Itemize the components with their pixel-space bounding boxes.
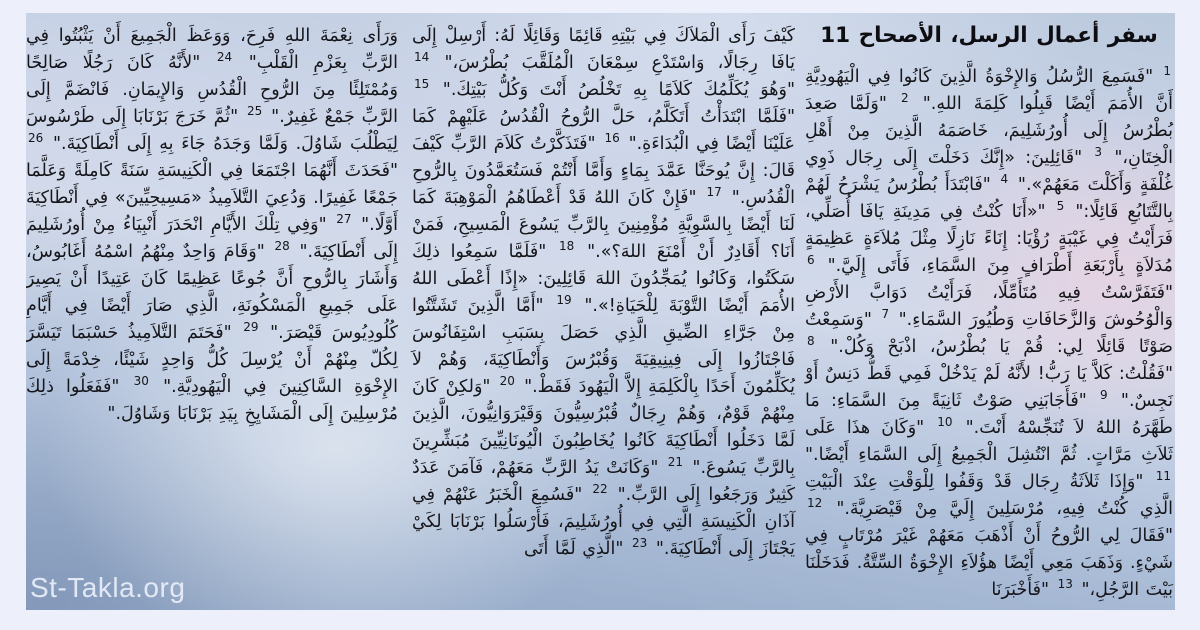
verse-text-right: $^1$ "فَسَمِعَ الرُّسُلُ وَالإِخْوَةُ الَّذِينَ كَانُوا فِي الْيَهُودِيَّةِ أَنَّ الأُمَمَ أَيْضًا قَبِلُوا كَلِمَةَ اللهِ." $^2$ "وَلَمَّا صَعِدَ بُطْرُسُ إِلَى أُورُشَلِيمَ، خَاصَمَهُ الَّذِينَ مِنْ أَهْلِ الْخِتَانِ،" $^3$ "قَائِلِينَ: «إِنَّكَ دَخَلْتَ إِلَى رِجَال ذَوِي غُلْفَةٍ وَأَكَلْتَ مَعَهُمْ»." $^4$ "فَابْتَدَأَ بُطْرُسُ يَشْرَحُ لَهُمْ بِالتَّتَابُعِ قَائِلًا:" $^5$ "«أَنَا كُنْتُ فِي مَدِينَةِ يَافَا أُصَلِّي، فَرَأَيْتُ فِي غَيْبَةٍ رُؤْيَا: إِنَاءً نَازِلًا مِثْلَ مُلاَءَةٍ عَظِيمَةٍ مُدَلاَةٍ بِأَرْبَعَةِ أَطْرَافٍ مِنَ السَّمَاءِ، فَأَتَى إِلَيَّ." $^6$ "فَتَفَرَّسْتُ فِيهِ مُتَأَمِّلًا، فَرَأَيْتُ دَوَابَّ الأَرْضِ وَالْوُحُوشَ وَالزَّحَافَاتِ وَطُيُورَ السَّمَاءِ." $^7$ "وَسَمِعْتُ صَوْتًا قَائِلًا لِي: قُمْ يَا بُطْرُسُ، اذْبَحْ وَكُلْ." $^8$ "فَقُلْتُ: كَلاَّ يَا رَبُّ! لأَنَّهُ لَمْ يَدْخُلْ فَمِي قَطُّ دَنِسٌ أَوْ نَجِسٌ." $^9$ "فَأَجَابَنِي صَوْتٌ ثَانِيَةً مِنَ السَّمَاءِ: مَا طَهَّرَهُ اللهُ لاَ تُنَجِّسْهُ أَنْتَ." $^{10}$ "وَكَانَ هذَا عَلَى ثَلاَثِ مَرَّاتٍ. ثُمَّ انْتُشِلَ الْجَمِيعُ إِلَى السَّمَاءِ أَيْضًا." $^{11}$ "وَإِذَا ثَلاَثَةُ رِجَال قَدْ وَقَفُوا لِلْوَقْتِ عِنْدَ الْبَيْتِ الَّذِي كُنْتُ فِيهِ، مُرْسَلِينَ إِلَيَّ مِنْ قَيْصَرِيَّةَ." $^{12}$ "فَقَالَ لِي الرُّوحُ أَنْ أَذْهَبَ مَعَهُمْ غَيْرَ مُرْتَابٍ فِي شَيْءٍ. وَذَهَبَ مَعِي أَيْضًا هؤُلاَءِ الإِخْوَةُ السِّتَّةُ. فَدَخَلْنَا بَيْتَ الرَّجُلِ،" $^{13}$ "فَأَخْبَرَنَا bbox=[805, 64, 1173, 600]
verse-number: 30 bbox=[133, 374, 149, 389]
verse-number: 1 bbox=[1163, 64, 1171, 79]
verse-number: 28 bbox=[274, 239, 290, 254]
verse-number: 21 bbox=[667, 455, 684, 470]
verse-number: 10 bbox=[937, 415, 953, 430]
verse-number: 18 bbox=[559, 239, 575, 254]
verse-number: 23 bbox=[631, 536, 648, 551]
verse-text-column-left: وَرَأَى نِعْمَةَ اللهِ فَرِحَ، وَوَعَظَ الْجَمِيعَ أَنْ يَثْبُتُوا فِي الرَّبِّ بِعَزْمِ الْقَلْبِ" $^{24}$ "لأَنَّهُ كَانَ رَجُلًا صَالِحًا وَمُمْتَلِئًا مِنَ الرُّوحِ الْقُدُسِ وَالإِيمَانِ. فَانْضَمَّ إِلَى الرَّبِّ جَمْعٌ غَفِيرٌ." $^{25}$ "ثُمَّ خَرَجَ بَرْنَابَا إِلَى طَرْسُوسَ لِيَطْلُبَ شَاوُلَ. وَلَمَّا وَجَدَهُ جَاءَ بِهِ إِلَى أَنْطَاكِيَةَ." $^{26}$ "فَحَدَثَ أَنَّهُمَا اجْتَمَعَا فِي الْكَنِيسَةِ سَنَةً كَامِلَةً وَعَلَّمَا جَمْعًا غَفِيرًا. وَدُعِيَ التَّلاَمِيذُ «مَسِيحِيِّينَ» فِي أَنْطَاكِيَةَ أَوَّلًا." $^{27}$ "وَفِي تِلْكَ الأَيَّامِ انْحَدَرَ أَنْبِيَاءُ مِنْ أُورُشَلِيمَ إِلَى أَنْطَاكِيَةَ." $^{28}$ "وَقَامَ وَاحِدٌ مِنْهُمُ اسْمُهُ أَغَابُوسُ، وَأَشَارَ بِالرُّوحِ أَنَّ جُوعًا عَظِيمًا كَانَ عَتِيدًا أَنْ يَصِيرَ عَلَى جَمِيعِ الْمَسْكُونَةِ، الَّذِي صَارَ أَيْضًا فِي أَيَّامِ كُلُودِيُوسَ قَيْصَرَ." $^{29}$ "فَحَتَمَ التَّلاَمِيذُ حَسْبَمَا تَيَسَّرَ لِكُلّ مِنْهُمْ أَنْ يُرْسِلَ كُلُّ وَاحِدٍ شَيْئًا، خِدْمَةً إِلَى الإِخْوَةِ السَّاكِنِينَ فِي الْيَهُودِيَّةِ." $^{30}$ "فَفَعَلُوا ذلِكَ مُرْسِلِينَ إِلَى الْمَشَايِخِ بِيَدِ بَرْنَابَا وَشَاوُلَ." bbox=[26, 26, 398, 424]
verse-number: 13 bbox=[1057, 577, 1073, 592]
verse-number: 24 bbox=[216, 50, 233, 65]
verse-number: 9 bbox=[1100, 388, 1108, 403]
verse-number: 3 bbox=[1094, 145, 1103, 160]
chapter-title: سفر أعمال الرسل، الأصحاح 11 bbox=[820, 23, 1158, 48]
verse-number: 12 bbox=[807, 496, 823, 511]
verse-text-column-right bbox=[805, 19, 1173, 604]
verse-number: 17 bbox=[706, 185, 722, 200]
verse-number: 29 bbox=[243, 320, 259, 335]
verse-number: 25 bbox=[247, 104, 263, 119]
verse-number: 4 bbox=[1000, 172, 1009, 187]
verse-number: 11 bbox=[1155, 469, 1171, 484]
verse-number: 6 bbox=[807, 253, 815, 268]
verse-number: 2 bbox=[900, 91, 909, 106]
verse-number: 19 bbox=[556, 293, 572, 308]
verse-number: 14 bbox=[414, 50, 430, 65]
verse-number: 15 bbox=[414, 77, 430, 92]
verse-number: 8 bbox=[807, 334, 815, 349]
verse-number: 16 bbox=[604, 131, 620, 146]
verse-number: 20 bbox=[499, 374, 515, 389]
verse-text-column-middle: كَيْفَ رَأَى الْمَلاَكَ فِي بَيْتِهِ قَائِمًا وَقَائِلًا لَهُ: أَرْسِلْ إِلَى يَافَا رِجَالًا، وَاسْتَدْعِ سِمْعَانَ الْمُلَقَّبَ بُطْرُسَ،" $^{14}$ "وَهُوَ يُكَلِّمُكَ كَلاَمًا بِهِ تَخْلُصُ أَنْتَ وَكُلُّ بَيْتِكَ." $^{15}$ "فَلَمَّا ابْتَدَأْتُ أَتَكَلَّمُ، حَلَّ الرُّوحُ الْقُدُسُ عَلَيْهِمْ كَمَا عَلَيْنَا أَيْضًا فِي الْبُدَاءَةِ." $^{16}$ "فَتَذَكَّرْتُ كَلاَمَ الرَّبِّ كَيْفَ قَالَ: إِنَّ يُوحَنَّا عَمَّدَ بِمَاءٍ وَأَمَّا أَنْتُمْ فَسَتُعَمَّدُونَ بِالرُّوحِ الْقُدُسِ." $^{17}$ "فَإِنْ كَانَ اللهُ قَدْ أَعْطَاهُمُ الْمَوْهِبَةَ كَمَا لَنَا أَيْضًا بِالسَّوِيَّةِ مُؤْمِنِينَ بِالرَّبِّ يَسُوعَ الْمَسِيحِ، فَمَنْ أَنَا؟ أَقَادِرٌ أَنْ أَمْنَعَ اللهَ؟»." $^{18}$ "فَلَمَّا سَمِعُوا ذلِكَ سَكَتُوا، وَكَانُوا يُمَجِّدُونَ اللهَ قَائِلِينَ: «إِذًا أَعْطَى اللهُ الأُمَمَ أَيْضًا التَّوْبَةَ لِلْحَيَاةِ!»." $^{19}$ "أَمَّا الَّذِينَ تَشَتَّتُوا مِنْ جَرَّاءِ الضِّيقِ الَّذِي حَصَلَ بِسَبَبِ اسْتِفَانُوسَ فَاجْتَازُوا إِلَى فِينِيقِيَةَ وَقُبْرُسَ وَأَنْطَاكِيَةَ، وَهُمْ لاَ يُكَلِّمُونَ أَحَدًا بِالْكَلِمَةِ إِلاَّ الْيَهُودَ فَقَطْ." $^{20}$ "وَلكِنْ كَانَ مِنْهُمْ قَوْمٌ، وَهُمْ رِجَالٌ قُبْرُسِيُّونَ وَقَيْرَوَانِيُّونَ، الَّذِينَ لَمَّا دَخَلُوا أَنْطَاكِيَةَ كَانُوا يُخَاطِبُونَ الْيُونَانِيِّينَ مُبَشِّرِينَ بِالرَّبِّ يَسُوعَ." $^{21}$ "وَكَانَتْ يَدُ الرَّبِّ مَعَهُمْ، فَآمَنَ عَدَدٌ كَثِيرٌ وَرَجَعُوا إِلَى الرَّبِّ." $^{22}$ "فَسُمِعَ الْخَبَرُ عَنْهُمْ فِي آذَانِ الْكَنِيسَةِ الَّتِي فِي أُورُشَلِيمَ، فَأَرْسَلُوا بَرْنَابَا لِكَيْ يَجْتَازَ إِلَى أَنْطَاكِيَةَ." $^{23}$ "الَّذِي لَمَّا أَتَى bbox=[412, 26, 795, 559]
site-watermark: St-Takla.org bbox=[30, 572, 186, 603]
sky-background-image bbox=[26, 13, 1175, 610]
verse-number: 26 bbox=[28, 131, 44, 146]
verse-number: 22 bbox=[592, 482, 608, 497]
verse-number: 5 bbox=[1056, 199, 1065, 214]
verse-number: 27 bbox=[336, 212, 352, 227]
verse-number: 7 bbox=[881, 307, 890, 322]
